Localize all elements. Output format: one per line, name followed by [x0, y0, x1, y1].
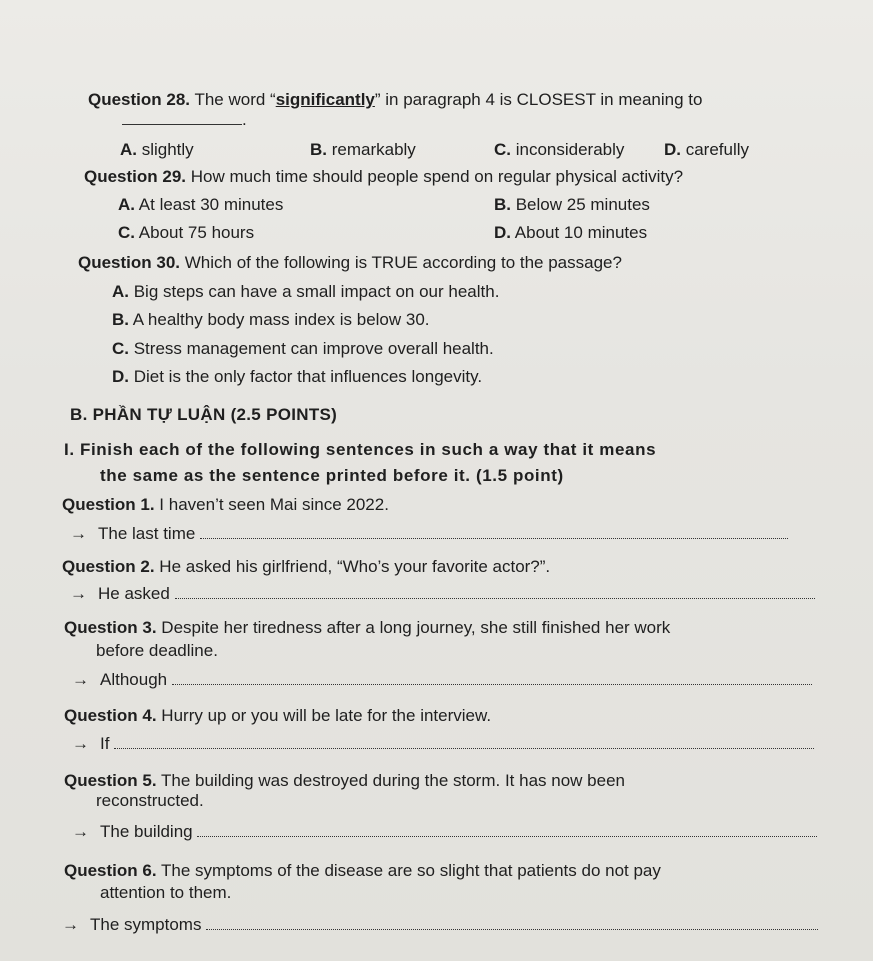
section-b-instruction-cont: the same as the sentence printed before it. (1.5 point) [100, 466, 564, 485]
question-label: Question 30. [78, 253, 181, 272]
option-28-b [310, 139, 416, 161]
answer-blank[interactable] [197, 822, 817, 837]
arrow-icon: → [72, 822, 89, 841]
option-text: Below 25 minutes [511, 195, 650, 214]
section-b-instruction: I. Finish each of the following sentences in such a way that it means [64, 440, 657, 459]
question-text: He asked his girlfriend, “Who’s your favorite actor?”. [154, 557, 551, 576]
answer-blank[interactable] [172, 670, 812, 685]
question-text: The word “ [190, 90, 276, 109]
question-30 [78, 252, 622, 274]
option-29-d [494, 222, 647, 244]
rewrite-question-6 [64, 860, 661, 882]
answer-blank[interactable] [175, 584, 815, 599]
question-label: Question 28. [88, 90, 191, 109]
option-28-d [664, 139, 749, 161]
option-letter: A. [112, 282, 129, 301]
section-b-title: B. PHẦN TỰ LUẬN (2.5 POINTS) [70, 405, 338, 424]
answer-prompt: If [100, 734, 110, 753]
answer-blank[interactable] [200, 524, 788, 539]
answer-blank[interactable] [114, 734, 814, 749]
question-text: How much time should people spend on regular physical activity? [186, 167, 684, 186]
option-text: About 10 minutes [511, 223, 648, 242]
rewrite-question-3-cont: before deadline. [96, 641, 218, 660]
question-text: Hurry up or you will be late for the interview. [156, 706, 492, 725]
question-text: The building was destroyed during the storm. It has now been [156, 771, 625, 790]
option-30-c [112, 338, 494, 360]
answer-blank[interactable] [206, 915, 818, 930]
question-label: Question 6. [64, 861, 157, 880]
question-label: Question 5. [64, 771, 157, 790]
option-letter: A. [118, 195, 135, 214]
arrow-icon: → [70, 524, 87, 543]
option-letter: D. [664, 140, 681, 159]
answer-prompt: He asked [98, 584, 170, 603]
answer-prompt: Although [100, 670, 168, 689]
option-text: At least 30 minutes [135, 195, 284, 214]
rewrite-question-1 [62, 494, 389, 516]
arrow-icon: → [72, 670, 89, 689]
option-29-c [118, 222, 254, 244]
option-29-b [494, 194, 650, 216]
question-label: Question 1. [62, 495, 155, 514]
question-label: Question 29. [84, 167, 187, 186]
option-28-a [120, 139, 194, 161]
answer-prompt: The building [100, 822, 193, 841]
option-text: About 75 hours [135, 223, 255, 242]
arrow-icon: → [70, 584, 87, 603]
answer-prompt: The symptoms [90, 915, 202, 934]
option-text: carefully [681, 140, 750, 159]
blank-line [122, 108, 242, 125]
question-text: Which of the following is TRUE according to the passage? [180, 253, 622, 272]
highlighted-word: significantly [275, 90, 375, 109]
option-text: Stress management can improve overall health. [129, 339, 494, 358]
option-30-d [112, 366, 482, 388]
arrow-icon: → [72, 734, 89, 753]
question-29 [84, 166, 683, 188]
option-29-a [118, 194, 283, 216]
answer-line-5 [72, 821, 817, 843]
option-28-c [494, 139, 624, 161]
option-text: inconsiderably [511, 140, 625, 159]
arrow-icon: → [62, 915, 79, 934]
answer-line-2 [70, 583, 815, 605]
question-label: Question 2. [62, 557, 155, 576]
option-30-b [112, 309, 430, 331]
option-text: remarkably [327, 140, 416, 159]
answer-line-1 [70, 523, 788, 545]
option-letter: B. [310, 140, 327, 159]
rewrite-question-2 [62, 556, 550, 578]
question-text: The symptoms of the disease are so slight that patients do not pay [156, 861, 661, 880]
rewrite-question-4 [64, 705, 491, 727]
rewrite-question-3 [64, 617, 670, 639]
option-letter: C. [494, 140, 511, 159]
option-text: slightly [137, 140, 194, 159]
answer-blank-28: . [122, 108, 247, 131]
rewrite-question-5-cont: reconstructed. [96, 791, 204, 810]
question-text: Despite her tiredness after a long journey, she still finished her work [156, 618, 671, 637]
option-text: A healthy body mass index is below 30. [129, 310, 430, 329]
option-letter: C. [118, 223, 135, 242]
answer-line-3 [72, 669, 812, 691]
option-30-a [112, 281, 499, 303]
option-letter: C. [112, 339, 129, 358]
answer-prompt: The last time [98, 524, 196, 543]
answer-line-6 [62, 914, 818, 936]
option-text: Big steps can have a small impact on our health. [129, 282, 500, 301]
option-letter: B. [112, 310, 129, 329]
answer-line-4 [72, 733, 814, 755]
option-letter: D. [112, 367, 129, 386]
question-text: ” in paragraph 4 is CLOSEST in meaning to [374, 90, 703, 109]
question-label: Question 3. [64, 618, 157, 637]
rewrite-question-6-cont: attention to them. [100, 883, 232, 902]
option-text: Diet is the only factor that influences longevity. [129, 367, 483, 386]
question-text: I haven’t seen Mai since 2022. [154, 495, 389, 514]
option-letter: B. [494, 195, 511, 214]
option-letter: D. [494, 223, 511, 242]
question-label: Question 4. [64, 706, 157, 725]
rewrite-question-5 [64, 770, 625, 792]
option-letter: A. [120, 140, 137, 159]
